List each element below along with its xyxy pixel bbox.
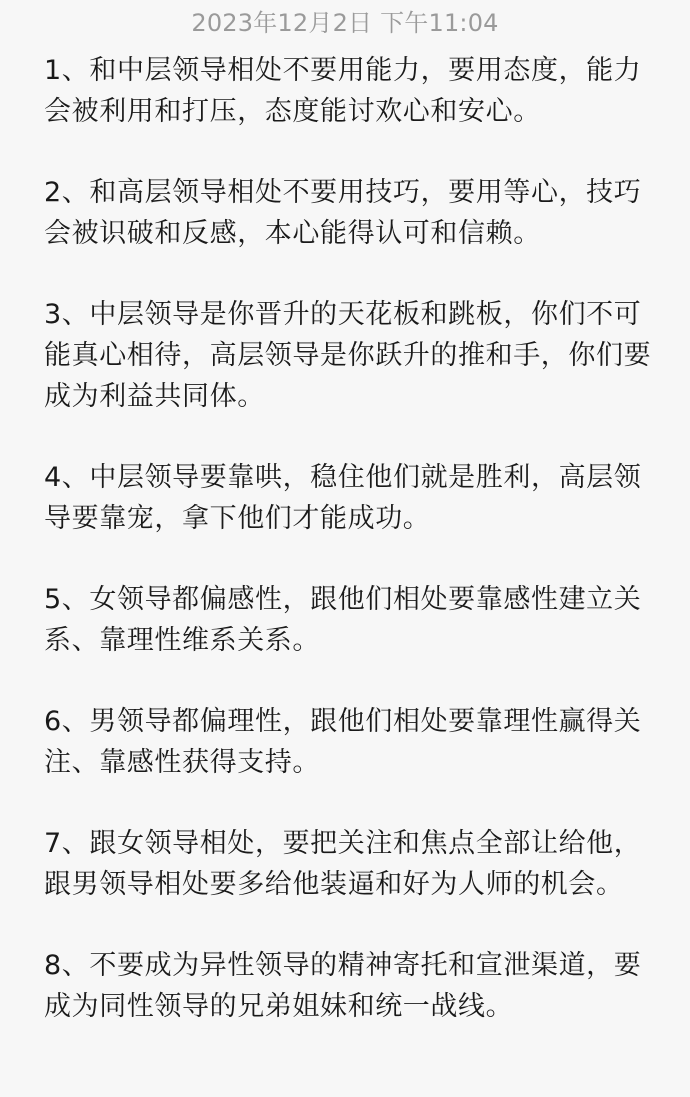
note-timestamp: 2023年12月2日 下午11:04	[191, 9, 499, 37]
note-paragraph: 3、中层领导是你晋升的天花板和跳板，你们不可能真心相待，高层领导是你跃升的推和手，你们要成为利益共同体。	[44, 299, 652, 412]
note-paragraph: 7、跟女领导相处，要把关注和焦点全部让给他，跟男领导相处要多给他装逼和好为人师的机会。	[44, 828, 642, 900]
note-paragraph: 4、中层领导要靠哄，稳住他们就是胜利，高层领导要靠宠，拿下他们才能成功。	[44, 462, 642, 534]
note-paragraph: 1、和中层领导相处不要用能力，要用态度，能力会被利用和打压，态度能讨欢心和安心。	[44, 55, 642, 127]
note-paragraph: 2、和高层领导相处不要用技巧，要用等心，技巧会被识破和反感，本心能得认可和信赖。	[44, 177, 642, 249]
note-paragraph: 5、女领导都偏感性，跟他们相处要靠感性建立关系、靠理性维系关系。	[44, 584, 642, 656]
note-body[interactable]	[44, 50, 664, 1027]
note-paragraph: 6、男领导都偏理性，跟他们相处要靠理性赢得关注、靠感性获得支持。	[44, 706, 642, 778]
note-paragraph: 8、不要成为异性领导的精神寄托和宣泄渠道，要成为同性领导的兄弟姐妹和统一战线。	[44, 950, 642, 1022]
